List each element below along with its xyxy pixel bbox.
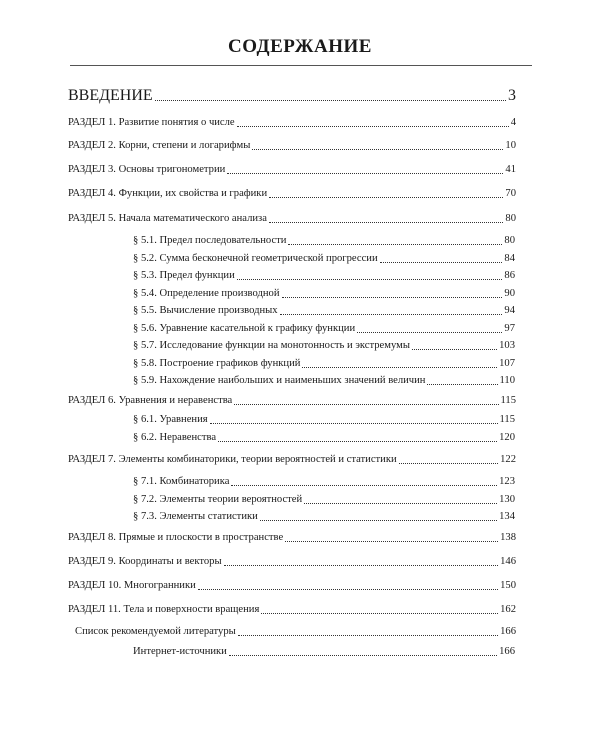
toc-leader bbox=[285, 541, 498, 542]
toc-leader bbox=[227, 173, 503, 174]
toc-leader bbox=[238, 635, 498, 636]
toc-entry[interactable] bbox=[68, 117, 516, 129]
toc-label: § 7.3. Элементы статистики bbox=[133, 511, 258, 522]
toc-entry[interactable] bbox=[133, 476, 515, 488]
toc-page: 3 bbox=[508, 87, 516, 104]
toc-page: 166 bbox=[500, 626, 516, 637]
toc-label: § 5.6. Уравнение касательной к графику функции bbox=[133, 323, 356, 334]
toc-leader bbox=[304, 503, 497, 504]
toc-leader bbox=[269, 197, 503, 198]
toc-entry[interactable] bbox=[133, 511, 515, 523]
toc-page: 122 bbox=[500, 454, 516, 465]
toc-label: РАЗДЕЛ 5. Начала математического анализа bbox=[68, 213, 267, 224]
toc-label: Интернет-источники bbox=[133, 646, 227, 657]
toc-label: § 5.9. Нахождение наибольших и наименьших значений величин bbox=[133, 375, 426, 386]
toc-label: ВВЕДЕНИЕ bbox=[68, 87, 153, 104]
toc-label: РАЗДЕЛ 1. Развитие понятия о числе bbox=[68, 117, 235, 128]
toc-label: § 5.8. Построение графиков функций bbox=[133, 358, 301, 369]
toc-entry[interactable] bbox=[133, 432, 515, 444]
toc-page: 90 bbox=[504, 288, 515, 299]
toc-leader bbox=[302, 367, 497, 368]
toc-entry[interactable] bbox=[133, 235, 515, 247]
toc-entry[interactable] bbox=[68, 164, 516, 176]
toc-entry[interactable] bbox=[133, 494, 515, 506]
toc-entry[interactable] bbox=[68, 556, 516, 568]
toc-leader bbox=[252, 149, 503, 150]
toc-leader bbox=[269, 222, 503, 223]
toc-label: § 5.2. Сумма бесконечной геометрической прогрессии bbox=[133, 253, 378, 264]
toc-page: 4 bbox=[510, 117, 516, 128]
toc-entry[interactable] bbox=[68, 140, 516, 152]
title-rule bbox=[70, 65, 532, 66]
toc-entry[interactable] bbox=[133, 375, 515, 387]
toc-entry[interactable] bbox=[68, 454, 516, 466]
toc-label: РАЗДЕЛ 11. Тела и поверхности вращения bbox=[68, 604, 260, 615]
toc-entry[interactable] bbox=[68, 188, 516, 200]
toc-leader bbox=[155, 100, 506, 101]
toc-page: 115 bbox=[500, 395, 516, 406]
toc-page: 107 bbox=[499, 358, 515, 369]
toc-page: 86 bbox=[504, 270, 515, 281]
toc-leader bbox=[260, 520, 497, 521]
toc-leader bbox=[229, 655, 497, 656]
toc-leader bbox=[412, 349, 497, 350]
toc-intro[interactable] bbox=[68, 87, 516, 105]
toc-page: 84 bbox=[504, 253, 515, 264]
toc-page: 10 bbox=[505, 140, 516, 151]
toc-entry[interactable] bbox=[75, 626, 516, 638]
toc-leader bbox=[237, 279, 503, 280]
toc-page: 115 bbox=[499, 414, 515, 425]
toc-page: 80 bbox=[504, 235, 515, 246]
toc-label: § 5.3. Предел функции bbox=[133, 270, 235, 281]
toc-label: РАЗДЕЛ 7. Элементы комбинаторики, теории вероятностей и статистики bbox=[68, 454, 397, 465]
toc-label: § 5.7. Исследование функции на монотонность и экстремумы bbox=[133, 340, 410, 351]
toc-leader bbox=[218, 441, 497, 442]
toc-leader bbox=[231, 485, 497, 486]
toc-page: 110 bbox=[499, 375, 515, 386]
toc-entry[interactable] bbox=[68, 580, 516, 592]
toc-entry[interactable] bbox=[68, 395, 516, 407]
toc-page: 80 bbox=[505, 213, 516, 224]
toc-leader bbox=[380, 262, 503, 263]
toc-label: § 7.1. Комбинаторика bbox=[133, 476, 230, 487]
toc-entry[interactable] bbox=[133, 270, 515, 282]
toc-entry[interactable] bbox=[133, 305, 515, 317]
toc-page: 162 bbox=[500, 604, 516, 615]
toc-label: РАЗДЕЛ 9. Координаты и векторы bbox=[68, 556, 222, 567]
toc-entry[interactable] bbox=[133, 358, 515, 370]
toc-page: 41 bbox=[505, 164, 516, 175]
toc-leader bbox=[288, 244, 502, 245]
toc-leader bbox=[399, 463, 498, 464]
toc-leader bbox=[261, 613, 498, 614]
toc-label: § 5.1. Предел последовательности bbox=[133, 235, 287, 246]
toc-label: Список рекомендуемой литературы bbox=[75, 626, 236, 637]
toc-page: 130 bbox=[499, 494, 515, 505]
toc-label: § 6.1. Уравнения bbox=[133, 414, 208, 425]
toc-entry[interactable] bbox=[133, 288, 515, 300]
toc-leader bbox=[210, 423, 498, 424]
toc-leader bbox=[427, 384, 497, 385]
toc-leader bbox=[357, 332, 502, 333]
toc-page: 94 bbox=[504, 305, 515, 316]
toc-page: 134 bbox=[499, 511, 515, 522]
toc-entry[interactable] bbox=[68, 532, 516, 544]
toc-label: РАЗДЕЛ 6. Уравнения и неравенства bbox=[68, 395, 233, 406]
toc-leader bbox=[198, 589, 498, 590]
toc-leader bbox=[224, 565, 499, 566]
toc-page: 97 bbox=[504, 323, 515, 334]
toc-page: 70 bbox=[505, 188, 516, 199]
toc-entry[interactable] bbox=[133, 253, 515, 265]
toc-page: 146 bbox=[500, 556, 516, 567]
toc-label: РАЗДЕЛ 8. Прямые и плоскости в пространстве bbox=[68, 532, 284, 543]
page-title: СОДЕРЖАНИЕ bbox=[228, 36, 372, 57]
toc-page: 103 bbox=[499, 340, 515, 351]
toc-label: РАЗДЕЛ 10. Многогранники bbox=[68, 580, 196, 591]
toc-label: § 6.2. Неравенства bbox=[133, 432, 217, 443]
toc-label: РАЗДЕЛ 2. Корни, степени и логарифмы bbox=[68, 140, 251, 151]
toc-label: РАЗДЕЛ 3. Основы тригонометрии bbox=[68, 164, 226, 175]
toc-label: РАЗДЕЛ 4. Функции, их свойства и графики bbox=[68, 188, 268, 199]
toc-entry[interactable] bbox=[133, 414, 515, 426]
toc-leader bbox=[234, 404, 498, 405]
toc-entry[interactable] bbox=[133, 323, 515, 335]
toc-entry[interactable] bbox=[133, 646, 515, 658]
toc-label: § 5.5. Вычисление производных bbox=[133, 305, 278, 316]
toc-leader bbox=[237, 126, 509, 127]
toc-page: 123 bbox=[499, 476, 515, 487]
toc-page: 120 bbox=[499, 432, 515, 443]
toc-entry[interactable] bbox=[133, 340, 515, 352]
toc-leader bbox=[280, 314, 503, 315]
toc-page: 166 bbox=[499, 646, 515, 657]
toc-entry[interactable] bbox=[68, 213, 516, 225]
toc-page: 138 bbox=[500, 532, 516, 543]
toc-page: 150 bbox=[500, 580, 516, 591]
toc-entry[interactable] bbox=[68, 604, 516, 616]
toc-leader bbox=[282, 297, 503, 298]
toc-label: § 7.2. Элементы теории вероятностей bbox=[133, 494, 303, 505]
toc-label: § 5.4. Определение производной bbox=[133, 288, 280, 299]
